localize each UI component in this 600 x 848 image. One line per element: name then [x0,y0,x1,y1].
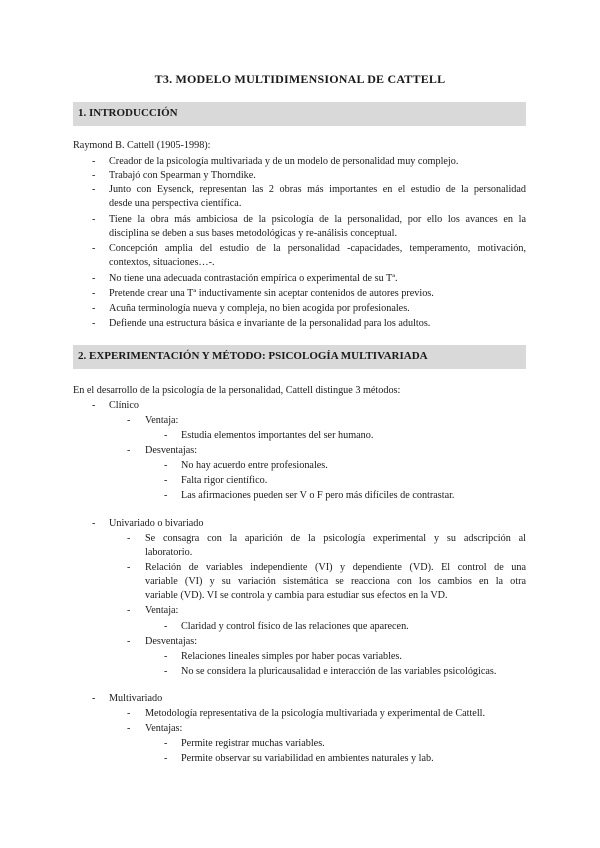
list-item: Tiene la obra más ambiciosa de la psicología de la personalidad, por ello los avances en la [109,214,526,225]
bullet-dash: - [92,518,96,529]
bullet-dash: - [127,445,131,456]
bullet-dash: - [164,738,168,749]
list-item: Claridad y control físico de las relaciones que aparecen. [181,621,409,632]
bullet-dash: - [92,214,96,225]
list-item: Acuña terminología nueva y compleja, no bien acogida por profesionales. [109,303,410,314]
bullet-dash: - [164,753,168,764]
list-item: Junto con Eysenck, representan las 2 obras más importantes en el estudio de la personalidad [109,184,526,195]
section-intro: En el desarrollo de la psicología de la personalidad, Cattell distingue 3 métodos: [73,385,401,396]
bullet-dash: - [92,243,96,254]
list-item: Permite observar su variabilidad en ambientes naturales y lab. [181,753,434,764]
list-item: No tiene una adecuada contrastación empírica o experimental de su Tª. [109,273,398,284]
bullet-dash: - [164,430,168,441]
bullet-dash: - [127,636,131,647]
bullet-dash: - [164,475,168,486]
list-item: Defiende una estructura básica e invariante de la personalidad para los adultos. [109,318,431,329]
bullet-dash: - [164,666,168,677]
list-item: Concepción amplia del estudio de la personalidad -capacidades, temperamento, motivación, [109,243,526,254]
list-item: Creador de la psicología multivariada y de un modelo de personalidad muy complejo. [109,156,459,167]
bullet-dash: - [92,400,96,411]
bullet-dash: - [127,415,131,426]
section-heading-text: 2. EXPERIMENTACIÓN Y MÉTODO: PSICOLOGÍA MULTIVARIADA [78,350,428,362]
bullet-dash: - [92,273,96,284]
list-item-continuation: laboratorio. [145,547,193,558]
list-item: No hay acuerdo entre profesionales. [181,460,328,471]
sublabel-desventajas: Desventajas: [145,445,198,456]
list-item: Las afirmaciones pueden ser V o F pero más difíciles de contrastar. [181,490,455,501]
bullet-dash: - [164,651,168,662]
list-item: No se considera la pluricausalidad e interacción de las variables psicológicas. [181,666,497,677]
method-label-multivariado: Multivariado [109,693,163,704]
list-item: Falta rigor científico. [181,475,268,486]
list-item: Permite registrar muchas variables. [181,738,325,749]
list-item-continuation: variable (VI) y su variación sistemática se reacciona con los cambios en la otra [145,576,526,587]
method-label-clinico: Clínico [109,400,139,411]
section-heading-introduccion [73,102,526,126]
section-heading-text: 1. INTRODUCCIÓN [78,107,178,119]
bullet-dash: - [92,156,96,167]
bullet-dash: - [127,605,131,616]
bullet-dash: - [92,184,96,195]
sublabel-ventajas: Ventajas: [145,723,183,734]
sublabel-ventaja: Ventaja: [145,415,179,426]
bullet-dash: - [92,170,96,181]
list-item-continuation: disciplina se deben a sus bases metodológicas y re-análisis conceptual. [109,228,397,239]
bullet-dash: - [92,318,96,329]
sublabel-desventajas: Desventajas: [145,636,198,647]
bullet-dash: - [127,708,131,719]
list-item: Relaciones lineales simples por haber pocas variables. [181,651,402,662]
bullet-dash: - [164,490,168,501]
page-title: T3. MODELO MULTIDIMENSIONAL DE CATTELL [154,72,446,86]
list-item-continuation: variable (VD). VI se controla y cambia para estudiar sus efectos en la VD. [145,590,448,601]
list-item: Se consagra con la aparición de la psicología experimental y su adscripción al [145,533,526,544]
list-item: Metodología representativa de la psicología multivariada y experimental de Cattell. [145,708,486,719]
bullet-dash: - [92,693,96,704]
list-item-continuation: desde una perspectiva científica. [109,198,242,209]
section-heading-experimentacion [73,345,526,369]
section-intro: Raymond B. Cattell (1905-1998): [73,140,211,151]
list-item-continuation: contextos, situaciones…-. [109,257,215,268]
bullet-dash: - [127,562,131,573]
bullet-dash: - [92,288,96,299]
bullet-dash: - [164,621,168,632]
method-label-univariado: Univariado o bivariado [109,518,204,529]
list-item: Relación de variables independiente (VI) y dependiente (VD). El control de una [145,562,526,573]
bullet-dash: - [164,460,168,471]
bullet-dash: - [127,533,131,544]
list-item: Trabajó con Spearman y Thorndike. [109,170,256,181]
sublabel-ventaja: Ventaja: [145,605,179,616]
list-item: Pretende crear una Tª inductivamente sin aceptar contenidos de autores previos. [109,288,434,299]
bullet-dash: - [92,303,96,314]
list-item: Estudia elementos importantes del ser humano. [181,430,374,441]
bullet-dash: - [127,723,131,734]
